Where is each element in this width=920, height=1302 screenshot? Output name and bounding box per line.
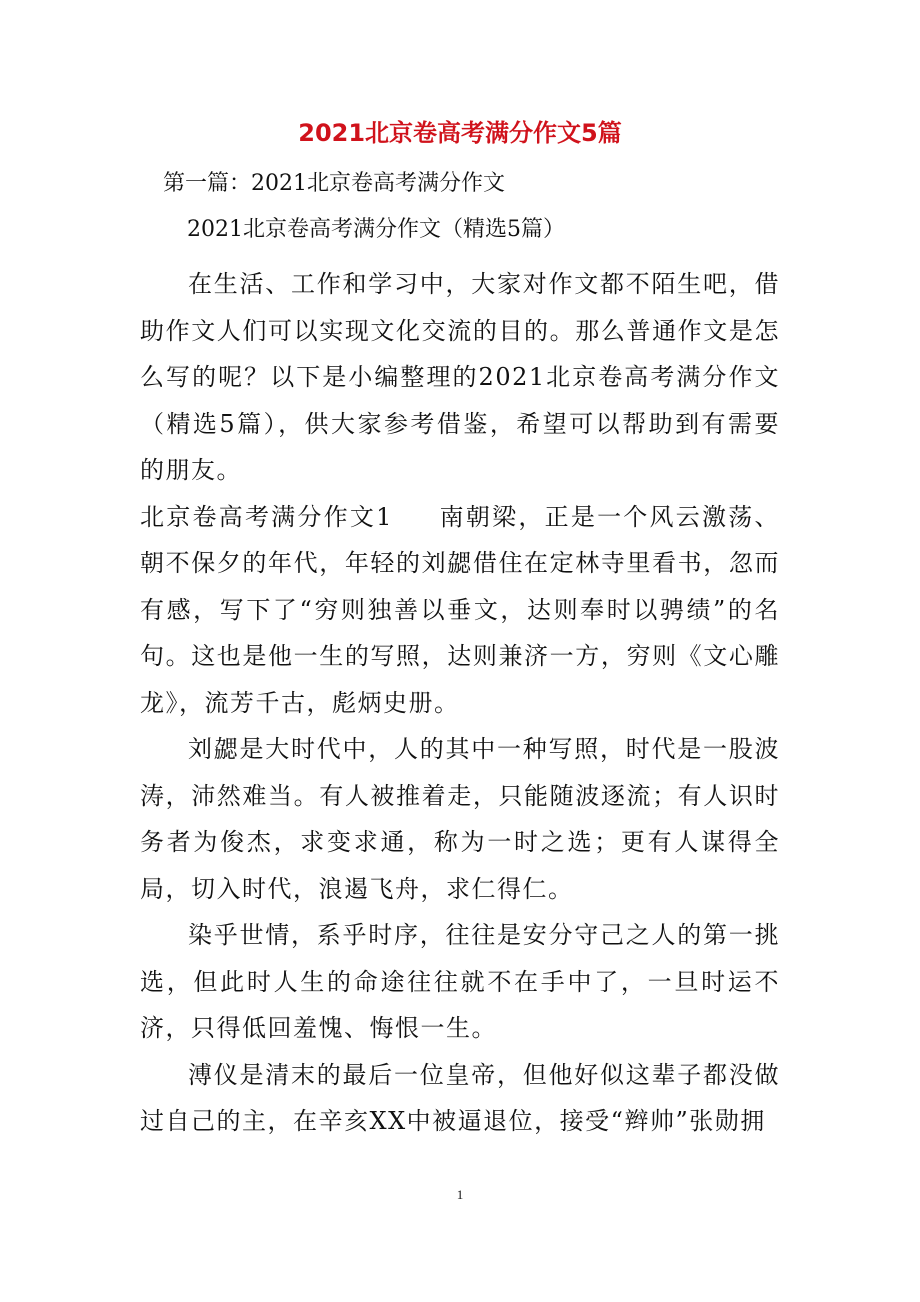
essay-paragraph-1: 南朝梁，正是一个风云激荡、朝不保夕的年代，年轻的刘勰借住在定林寺里看书，忽而有感，写下了“穷则独善以垂文，达则奉时以骋绩”的名句。这也是他一生的写照，达则兼济一方，穷则《文心雕龙》，流芳千古，彪炳史册。 bbox=[140, 502, 780, 717]
document-subtitle: 2021北京卷高考满分作文（精选5篇） bbox=[187, 217, 565, 242]
document-title: 2021北京卷高考满分作文5篇 bbox=[298, 119, 622, 147]
page-number: 1 bbox=[456, 1187, 464, 1202]
document-body bbox=[140, 261, 780, 1145]
essay-paragraph-3: 染乎世情，系乎时序，往往是安分守己之人的第一挑选，但此时人生的命途往往就不在手中了，一旦时运不济，只得低回羞愧、悔恨一生。 bbox=[140, 921, 780, 1042]
intro-paragraph: 在生活、工作和学习中，大家对作文都不陌生吧，借助作文人们可以实现文化交流的目的。那么普通作文是怎么写的呢？以下是小编整理的2021北京卷高考满分作文（精选5篇），供大家参考借鉴，希望可以帮助到有需要的朋友。 bbox=[140, 270, 780, 484]
essay-label: 北京卷高考满分作文1 bbox=[140, 502, 393, 531]
essay-paragraph-2: 刘勰是大时代中，人的其中一种写照，时代是一股波涛，沛然难当。有人被推着走，只能随波逐流；有人识时务者为俊杰，求变求通，称为一时之选；更有人谋得全局，切入时代，浪遏飞舟，求仁得仁。 bbox=[140, 735, 780, 903]
essay-paragraph-4: 溥仪是清末的最后一位皇帝，但他好似这辈子都没做过自己的主，在辛亥XX中被逼退位，接受“辫帅”张勋拥 bbox=[140, 1060, 780, 1135]
essay-opening-paragraph bbox=[140, 494, 780, 727]
section-heading: 第一篇：2021北京卷高考满分作文 bbox=[163, 171, 505, 196]
